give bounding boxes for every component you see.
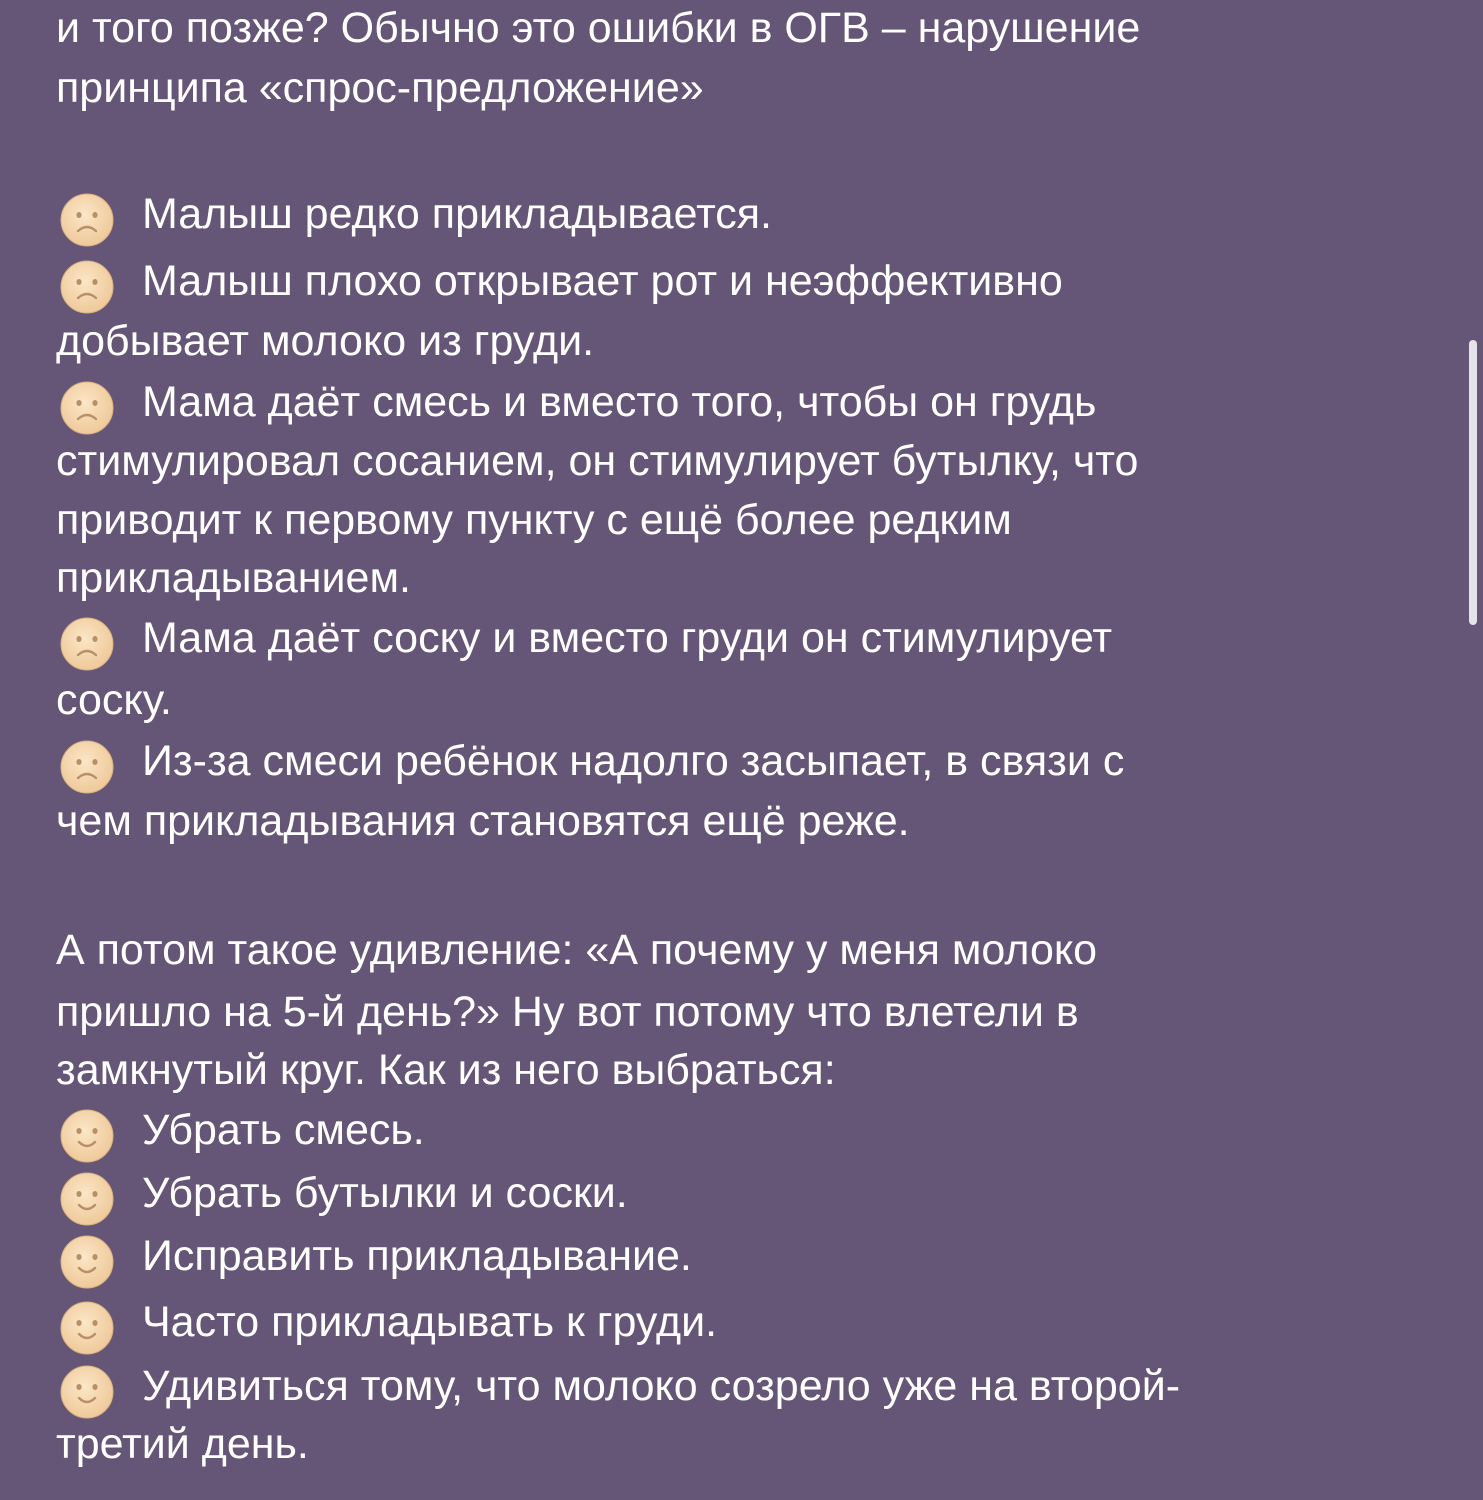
- solution-text: Убрать бутылки и соски.: [142, 1169, 628, 1217]
- problem-item-4: [56, 608, 1112, 668]
- solution-item-2: [56, 1163, 628, 1223]
- conclusion-line-2: пришло на 5-й день?» Ну вот потому что влетели в: [56, 988, 1079, 1036]
- intro-line-2: принципа «спрос-предложение»: [56, 64, 704, 112]
- sad-face-icon: [59, 259, 115, 315]
- problem-item-5: [56, 731, 1124, 791]
- sad-face-icon: [59, 380, 115, 436]
- smile-face-icon: [59, 1234, 115, 1290]
- smile-face-icon: [59, 1364, 115, 1420]
- smile-face-icon: [59, 1108, 115, 1164]
- problem-item-1: [56, 184, 772, 244]
- solution-item-5-continued: третий день.: [56, 1420, 309, 1468]
- solution-text: Часто прикладывать к груди.: [142, 1298, 718, 1346]
- solution-text: Убрать смесь.: [142, 1106, 425, 1154]
- problem-item-3-continued: приводит к первому пункту с ещё более редким: [56, 496, 1012, 544]
- problem-text: Мама даёт соску и вместо груди он стимулирует: [142, 614, 1113, 662]
- problem-item-3-continued: прикладыванием.: [56, 554, 411, 602]
- intro-line-1: и того позже? Обычно это ошибки в ОГВ – нарушение: [56, 4, 1141, 52]
- problem-item-3: [56, 372, 1096, 432]
- smile-face-icon: [59, 1300, 115, 1356]
- conclusion-line-3: замкнутый круг. Как из него выбраться:: [56, 1046, 836, 1094]
- conclusion-line-1: А потом такое удивление: «А почему у меня молоко: [56, 926, 1098, 974]
- smile-face-icon: [59, 1171, 115, 1227]
- problem-item-3-continued: стимулировал сосанием, он стимулирует бутылку, что: [56, 437, 1139, 485]
- problem-text: Малыш редко прикладывается.: [142, 190, 773, 238]
- sad-face-icon: [59, 616, 115, 672]
- solution-text: Удивиться тому, что молоко созрело уже на второй-: [142, 1362, 1181, 1410]
- problem-item-2-continued: добывает молоко из груди.: [56, 317, 595, 365]
- solution-item-5: [56, 1356, 1180, 1416]
- solution-item-1: [56, 1100, 425, 1160]
- scrollbar-thumb[interactable]: [1469, 340, 1477, 625]
- problem-item-4-continued: соску.: [56, 676, 172, 724]
- problem-text: Из-за смеси ребёнок надолго засыпает, в связи с: [142, 737, 1125, 785]
- problem-text: Малыш плохо открывает рот и неэффективно: [142, 257, 1063, 305]
- sad-face-icon: [59, 739, 115, 795]
- problem-item-2: [56, 251, 1063, 311]
- solution-item-3: [56, 1226, 692, 1286]
- scrollbar[interactable]: [1463, 0, 1483, 1500]
- problem-text: Мама даёт смесь и вместо того, чтобы он грудь: [142, 378, 1097, 426]
- solution-item-4: [56, 1292, 717, 1352]
- sad-face-icon: [59, 192, 115, 248]
- problem-item-5-continued: чем прикладывания становятся ещё реже.: [56, 797, 910, 845]
- chat-message: [56, 0, 1451, 1500]
- solution-text: Исправить прикладывание.: [142, 1232, 692, 1280]
